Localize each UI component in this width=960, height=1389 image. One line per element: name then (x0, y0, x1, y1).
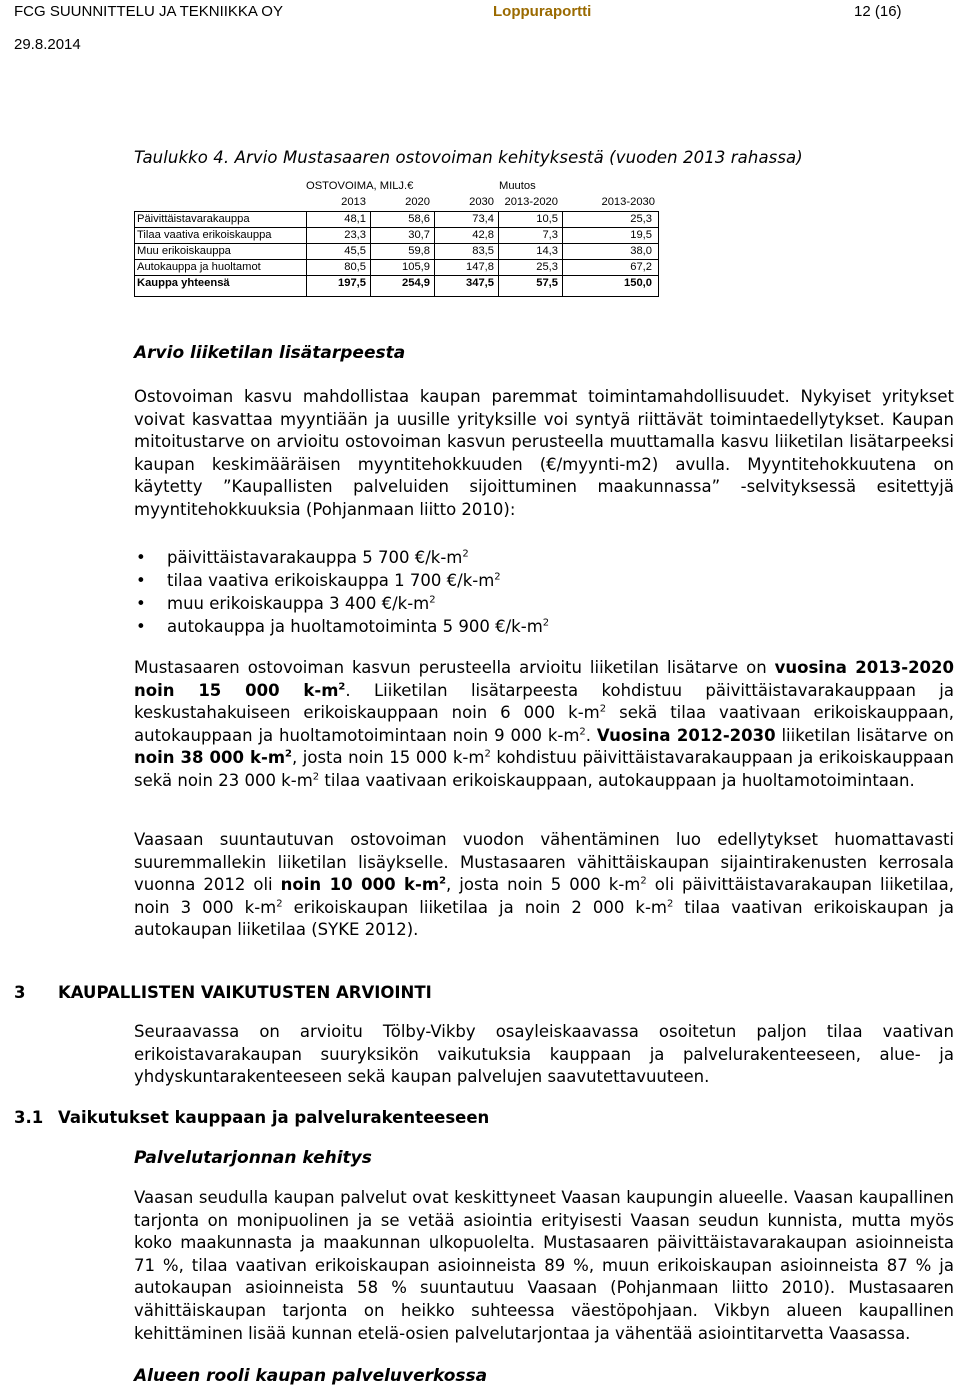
purchasing-power-table (134, 178, 660, 297)
text: Ostovoiman kasvu mahdollistaa kaupan paremmat toimintamahdollisuudet. (134, 387, 790, 406)
table-col-header: 2030 (469, 196, 494, 208)
list-item: • päivittäistavarakauppa 5 700 $€/k-m^2$ (134, 546, 549, 569)
cell: 25,3 (536, 261, 558, 273)
row-label: Tilaa vaativa erikoiskauppa (137, 229, 272, 241)
paragraph-section-3-1: Vaasan seudulla kaupan palvelut ovat keskittyneet Vaasan kaupungin alueelle. Vaasan kaupallinen tarjonta on monipuolinen ja se vetää asiointia erityisesti Vaasan seudun kunnista, mutta myös koko maakunnasta ja maakunnan ulkopuolelta. Mustasaaren päivittäistavarakaupan asioinneista 71 %, tilaa vaativan erikoiskaupan asioinneista 89 %, muun erikoiskaupan asioinneista 87 % ja autokaupan asioinneista 58 % suuntautuu Vaasaan (Pohjanmaan liitto 2010). Mustasaaren vähittäiskaupan tarjonta on heikko suhteessa väestöpohjaan. Vikbyn alueen kaupallinen kehittäminen lisää kunnan etelä-osien palvelutarjontaa ja vähentää asiointitarvetta Vaasassa. (134, 1188, 954, 1343)
section-3-1-heading: 3.1 Vaikutukset kauppaan ja palvelurakenteeseen (14, 1108, 490, 1127)
section-3-heading: 3 KAUPALLISTEN VAIKUTUSTEN ARVIOINTI (14, 983, 432, 1002)
cell: 147,8 (466, 261, 494, 273)
paragraph-intro (134, 386, 954, 522)
cell: 42,8 (472, 229, 494, 241)
table-row-total (134, 276, 659, 292)
paragraph-space-demand: Mustasaaren ostovoiman kasvun perusteella arvioitu liiketilan lisätarve on vuosina 2013-2020 noin 15 000 $k-m^2$. Liiketilan lisätarpeesta kohdistuu päivittäistavarakauppaan ja keskustahakuiseen erikoiskauppaan noin 6 000 $k-m^2$ sekä tilaa vaativaan erikoiskauppaan, autokauppaan ja huoltamotoimintaan noin 9 000 $k-m^2$. Vuosina 2012-2030 liiketilan lisätarve on noin 38 000 $k-m^2$, josta noin 15 000 $k-m^2$ kohdistuu päivittäistavarakauppaan ja erikoiskauppaan sekä noin 23 000 $k-m^2$ tilaa vaativaan erikoiskauppaan, autokauppaan ja huoltamotoimintaan. (134, 658, 955, 790)
cell: 38,0 (630, 245, 652, 257)
table-col-header: 2013-2020 (504, 196, 558, 208)
list-item: • muu erikoiskauppa 3 400 $€/k-m^2$ (134, 592, 549, 615)
cell: 19,5 (630, 229, 652, 241)
cell: 347,5 (466, 277, 494, 289)
table-group-header-ostovoima: OSTOVOIMA, MILJ.€ (306, 180, 414, 192)
cell: 23,3 (344, 229, 366, 241)
section-heading-liiketila: Arvio liiketilan lisätarpeesta (134, 343, 406, 363)
row-label: Muu erikoiskauppa (137, 245, 231, 257)
list-item: • autokauppa ja huoltamotoiminta 5 900 $€/k-m^2$ (134, 615, 549, 638)
text: Nykyiset yritykset voivat kasvattaa myyntiään ja uusille yrityksille voi syntyä riittävät toimintaedellytykset. Kaupan mitoitustarve on arvioitu ostovoiman kasvun perusteella muuttamalla kasvu liiketilan lisätarpeeksi kaupan keskimääräisen myyntitehokkuuden (€/myynti-m2) avulla. Myyntitehokkuutena on käytetty ”Kaupallisten palveluiden sijoittuminen maakunnassa” -selvityksessä esitettyjä myyntitehokkuuksia (Pohjanmaan liitto 2010): (134, 387, 954, 519)
paragraph-section-3: Seuraavassa on arvioitu Tölby-Vikby osayleiskaavassa osoitetun paljon tilaa vaativan erikoistavarakaupan suuryksikön vaikutuksia kauppaan ja palvelurakenteeseen, alue- ja yhdyskuntarakenteeseen sekä kaupan palvelujen saavutettavuuteen. (134, 1022, 954, 1087)
cell: 10,5 (536, 213, 558, 225)
row-label: Kauppa yhteensä (137, 277, 230, 289)
cell: 73,4 (472, 213, 494, 225)
cell: 7,3 (542, 229, 558, 241)
cell: 83,5 (472, 245, 494, 257)
cell: 14,3 (536, 245, 558, 257)
row-label: Päivittäistavarakauppa (137, 213, 250, 225)
sales-efficiency-list (134, 546, 549, 638)
table-caption: Taulukko 4. Arvio Mustasaaren ostovoiman kehityksestä (vuoden 2013 rahassa) (134, 148, 803, 167)
header-company: FCG SUUNNITTELU JA TEKNIIKKA OY (14, 3, 283, 20)
cell: 197,5 (338, 277, 366, 289)
cell: 30,7 (408, 229, 430, 241)
subheading-palvelutarjonta: Palvelutarjonnan kehitys (134, 1148, 372, 1168)
table-col-header: 2020 (405, 196, 430, 208)
table-row (134, 212, 659, 228)
subheading-alueen-rooli: Alueen rooli kaupan palveluverkossa (134, 1366, 488, 1386)
cell: 254,9 (402, 277, 430, 289)
header-page-number: 12 (16) (854, 3, 902, 20)
table-row (134, 244, 659, 260)
table-row (134, 260, 659, 276)
table-group-header-muutos: Muutos (499, 180, 536, 192)
table-col-header: 2013-2030 (601, 196, 655, 208)
cell: 105,9 (402, 261, 430, 273)
cell: 59,8 (408, 245, 430, 257)
table-row (134, 228, 659, 244)
cell: 80,5 (344, 261, 366, 273)
list-item: • tilaa vaativa erikoiskauppa 1 700 $€/k-m^2$ (134, 569, 549, 592)
cell: 45,5 (344, 245, 366, 257)
cell: 57,5 (536, 277, 558, 289)
cell: 58,6 (408, 213, 430, 225)
cell: 150,0 (624, 277, 652, 289)
cell: 25,3 (630, 213, 652, 225)
row-label: Autokauppa ja huoltamot (137, 261, 261, 273)
header-date: 29.8.2014 (14, 36, 81, 53)
cell: 67,2 (630, 261, 652, 273)
table-col-header: 2013 (341, 196, 366, 208)
header-doc-title: Loppuraportti (493, 3, 592, 20)
paragraph-leakage: Vaasaan suuntautuvan ostovoiman vuodon vähentäminen luo edellytykset huomattavasti suuremmallekin liiketilan lisäykselle. Mustasaaren vähittäiskaupan sijaintirakenusten kerrosala vuonna 2012 oli noin 10 000 $k-m^2$, josta noin 5 000 $k-m^2$ oli päivittäistavarakaupan liiketilaa, noin 3 000 $k-m^2$ erikoiskaupan liiketilaa ja noin 2 000 $k-m^2$ tilaa vaativan erikoiskaupan ja autokaupan liiketilaa (SYKE 2012). (134, 830, 955, 940)
cell: 48,1 (344, 213, 366, 225)
